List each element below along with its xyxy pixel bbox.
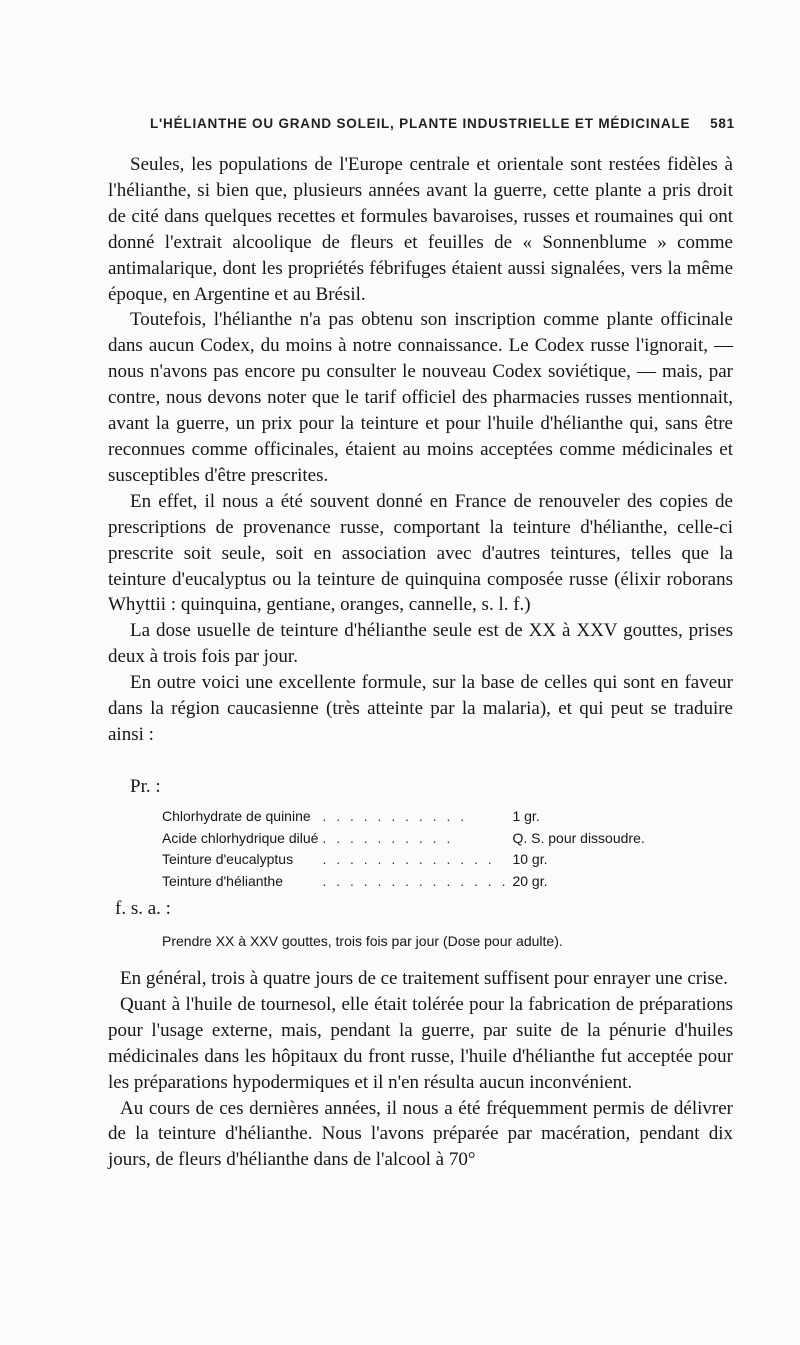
prescription-intro: Pr. : (130, 776, 161, 797)
running-header (150, 116, 735, 131)
formula-quantity: Q. S. pour dissoudre. (512, 829, 645, 846)
leader-dots: . . . . . . . . . . (322, 829, 454, 846)
prescription-closing: f. s. a. : (115, 898, 171, 919)
formula-ingredient: Chlorhydrate de quinine (162, 808, 311, 824)
paragraph: En outre voici une excellente formule, sur la base de celles qui sont en faveur dans la région caucasienne (très atteinte par la malaria), et qui peut se traduire ainsi : (108, 672, 733, 745)
formula-quantity: 10 gr. (512, 851, 548, 867)
formula-quantity: 20 gr. (512, 872, 548, 889)
formula-row (162, 873, 649, 895)
formula-ingredient: Teinture d'eucalyptus (162, 851, 294, 867)
body-text-top (108, 152, 733, 748)
paragraph: Au cours de ces dernières années, il nous a été fréquemment permis de délivrer de la teinture d'hélianthe. Nous l'avons préparée par macération, pendant dix jours, de fleurs d'hélianthe dans de l'alcool à 70° (108, 1097, 733, 1171)
leader-dots: . . . . . . . . . . . . . (322, 851, 495, 867)
paragraph: Seules, les populations de l'Europe centrale et orientale sont restées fidèles à l'hélianthe, si bien que, plusieurs années avant la guerre, cette plante a pris droit de cité dans quelques recettes et formules bavaroises, russes et roumaines qui ont donné l'extrait alcoolique de fleurs et feuilles de « Sonnenblume » comme antimalarique, dont les propriétés fébrifuges étaient aussi signalées, vers la même époque, en Argentine et au Brésil. (108, 154, 733, 305)
paragraph: En général, trois à quatre jours de ce traitement suffisent pour enrayer une crise. (120, 968, 728, 989)
formula-row (162, 808, 649, 830)
paragraph: En effet, il nous a été souvent donné en France de renouveler des copies de prescriptions de provenance russe, comportant la teinture d'hélianthe, celle-ci prescrite soit seule, soit en association avec d'autres teintures, telles que la teinture d'eucalyptus ou la teinture de quinquina composée russe (élixir roborans Whyttii : quinquina, gentiane, oranges, cannelle, s. l. f.) (108, 490, 733, 616)
formula-ingredient: Teinture d'hélianthe (162, 872, 283, 889)
formula-row (162, 830, 649, 852)
leader-dots: . . . . . . . . . . . . . . (322, 872, 509, 889)
paragraph: La dose usuelle de teinture d'hélianthe seule est de XX à XXV gouttes, prises deux à trois fois par jour. (108, 620, 733, 668)
paragraph: Toutefois, l'hélianthe n'a pas obtenu son inscription comme plante officinale dans aucun Codex, du moins à notre connaissance. Le Codex russe l'ignorait, — nous n'avons pas encore pu consulter le nouveau Codex soviétique, — mais, par contre, nous devons noter que le tarif officiel des pharmacies russes mentionnait, avant la guerre, un prix pour la teinture et pour l'huile d'hélianthe qui, sans être reconnues comme officinales, étaient au moins acceptées comme médicinales et susceptibles d'être prescrites. (108, 309, 733, 486)
formula-ingredient: Acide chlorhydrique dilué (162, 829, 319, 846)
running-title: L'HÉLIANTHE OU GRAND SOLEIL, PLANTE INDUSTRIELLE ET MÉDICINALE (150, 116, 691, 131)
page-number: 581 (710, 116, 735, 131)
leader-dots: . . . . . . . . . . . (322, 808, 468, 824)
formula-row (162, 851, 649, 873)
prescription-formula (162, 808, 649, 894)
body-text-bottom (108, 966, 733, 1173)
formula-quantity: 1 gr. (512, 808, 540, 824)
dosage-instruction: Prendre XX à XXV gouttes, trois fois par jour (Dose pour adulte). (162, 933, 563, 949)
paragraph: Quant à l'huile de tournesol, elle était tolérée pour la fabrication de préparations pour l'usage externe, mais, pendant la guerre, par suite de la pénurie d'huiles médicinales dans les hôpitaux du front russe, l'huile d'hélianthe fut acceptée pour les préparations hypodermiques et il n'en résulta aucun inconvénient. (108, 993, 733, 1093)
